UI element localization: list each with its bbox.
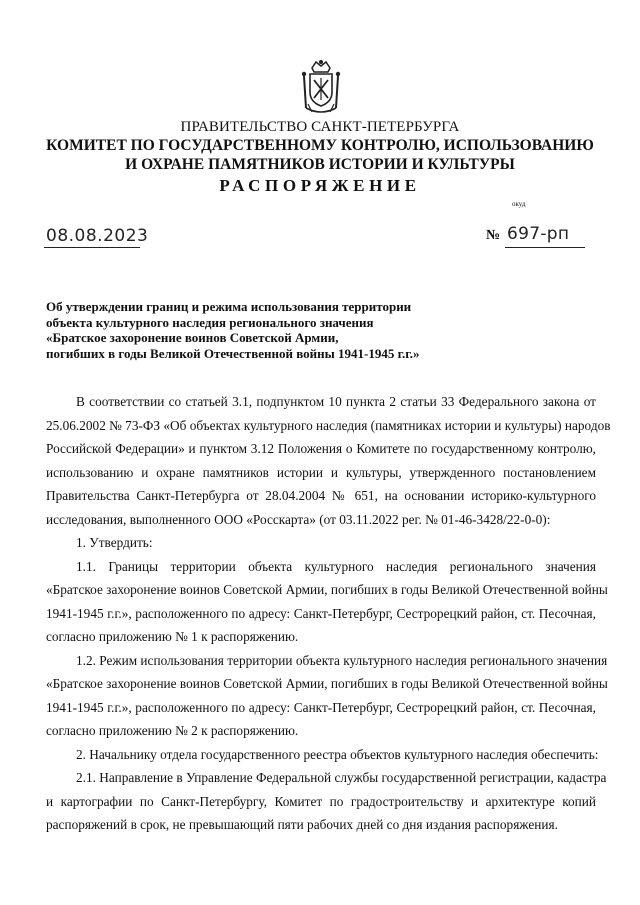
paragraph-line: исследования, выполненного ООО «Росскарта» (от 03.11.2022 рег. № 01-46-3428/22-0-0): (46, 511, 551, 527)
paragraph-line: 25.06.2002 № 73-ФЗ «Об объектах культурного наследия (памятниках истории и культуры) народов (46, 417, 611, 433)
government-name: ПРАВИТЕЛЬСТВО САНКТ-ПЕТЕРБУРГА (180, 119, 460, 135)
list-item-2: 2. Начальнику отдела государственного реестра объектов культурного наследия обеспечить: (76, 746, 599, 762)
subject-line: погибших в годы Великой Отечественной войны 1941-1945 г.г.» (46, 345, 420, 361)
paragraph-line: 1941-1945 г.г.», расположенного по адресу: Санкт-Петербург, Сестрорецкий район, ст. Песочная, (46, 605, 596, 621)
document-type: РАСПОРЯЖЕНИЕ (219, 176, 421, 195)
paragraph-line: Российской Федерации» и пунктом 3.12 Положения о Комитете по государственному контролю, (46, 441, 596, 456)
number-underline (505, 247, 585, 248)
committee-name (0, 136, 640, 174)
paragraph-line: использованию и охране памятников истории и культуры, утвержденного постановлением (46, 464, 596, 480)
document-body (46, 390, 611, 837)
paragraph-line: «Братское захоронение воинов Советской Армии, погибших в годы Великой Отечественной войны (46, 582, 608, 597)
okud-label: окуд (512, 200, 526, 208)
coat-of-arms-icon (298, 58, 344, 118)
document-subject (46, 299, 419, 361)
paragraph-line: 2.1. Направление в Управление Федеральной службы государственной регистрации, кадастра (76, 770, 607, 785)
paragraph-line: 1.2. Режим использования территории объекта культурного наследия регионального значения (76, 652, 608, 668)
paragraph-line: согласно приложению № 1 к распоряжению. (46, 629, 299, 644)
date-underline (44, 247, 140, 248)
number-label: № (486, 228, 501, 243)
committee-name-line: КОМИТЕТ ПО ГОСУДАРСТВЕННОМУ КОНТРОЛЮ, ИСПОЛЬЗОВАНИЮ (46, 137, 594, 154)
subject-line: Об утверждении границ и режима использования территории (46, 299, 412, 314)
list-item-1: 1. Утвердить: (76, 535, 153, 550)
subject-line: объекта культурного наследия регионального значения (46, 314, 374, 330)
paragraph-line: и картографии по Санкт-Петербургу, Комитет по градостроительству и архитектуре копий (46, 793, 596, 809)
paragraph-line: В соответствии со статьей 3.1, подпунктом 10 пункта 2 статьи 33 Федерального закона от (76, 394, 596, 409)
paragraph-line: 1.1. Границы территории объекта культурного наследия регионального значения (76, 558, 596, 574)
paragraph-line: «Братское захоронение воинов Советской Армии, погибших в годы Великой Отечественной войны (46, 676, 608, 691)
paragraph-line: согласно приложению № 2 к распоряжению. (46, 723, 299, 738)
document-number: 697-рп (507, 224, 570, 244)
paragraph-line: 1941-1945 г.г.», расположенного по адресу: Санкт-Петербург, Сестрорецкий район, ст. Песочная, (46, 699, 596, 715)
subject-line: «Братское захоронение воинов Советской Армии, (46, 330, 339, 345)
document-date: 08.08.2023 (46, 226, 149, 246)
paragraph-line: распоряжений в срок, не превышающий пяти рабочих дней со дня издания распоряжения. (46, 817, 558, 832)
paragraph-line: Правительства Санкт-Петербурга от 28.04.2004 № 651, на основании историко-культурного (46, 488, 596, 503)
committee-name-line: И ОХРАНЕ ПАМЯТНИКОВ ИСТОРИИ И КУЛЬТУРЫ (125, 156, 515, 173)
